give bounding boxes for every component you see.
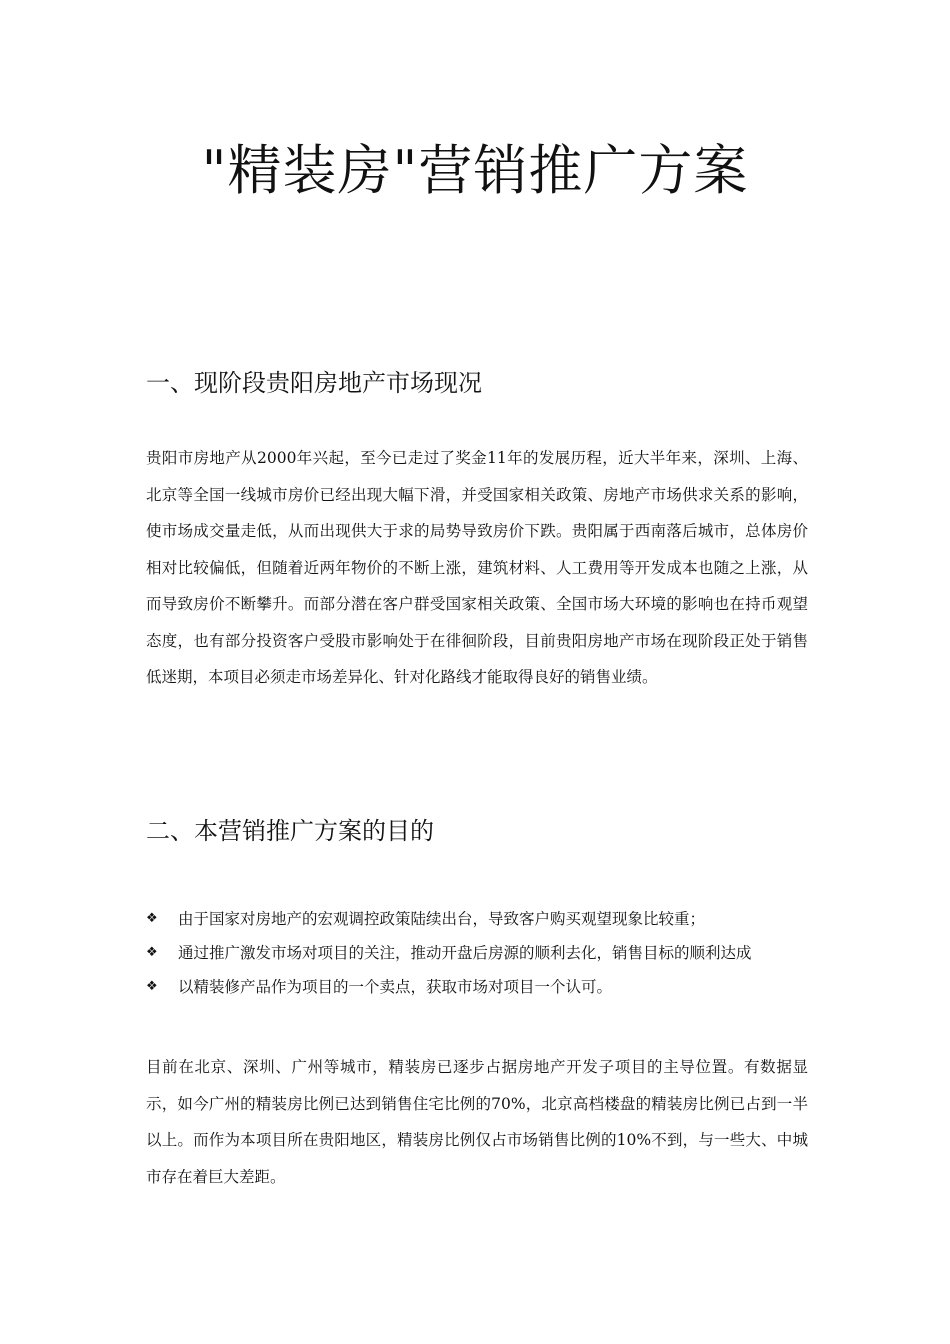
- section-1-paragraph: 贵阳市房地产从2000年兴起，至今已走过了奖金11年的发展历程，近大半年来，深圳、上海、北京等全国一线城市房价已经出现大幅下滑，并受国家相关政策、房地产市场供求关系的影响，使市场成交量走低，从而出现供大于求的局势导致房价下跌。贵阳属于西南落后城市，总体房价相对比较偏低，但随着近两年物价的不断上涨，建筑材料、人工费用等开发成本也随之上涨，从而导致房价不断攀升。而部分潜在客户群受国家相关政策、全国市场大环境的影响也在持币观望态度，也有部分投资客户受股市影响处于在徘徊阶段，目前贵阳房地产市场在现阶段正处于销售低迷期，本项目必须走市场差异化、针对化路线才能取得良好的销售业绩。: [146, 449, 808, 686]
- goals-bullet-list: [146, 901, 826, 1003]
- section-2-paragraph: 目前在北京、深圳、广州等城市，精装房已逐步占据房地产开发子项目的主导位置。有数据显示，如今广州的精装房比例已达到销售住宅比例的70%，北京高档楼盘的精装房比例已占到一半以上。而作为本项目所在贵阳地区，精装房比例仅占市场销售比例的10%不到，与一些大、中城市存在着巨大差距。: [146, 1058, 808, 1186]
- list-item: [146, 901, 826, 935]
- bullet-text: 由于国家对房地产的宏观调控政策陆续出台，导致客户购买观望现象比较重；: [178, 910, 706, 928]
- bullet-text: 通过推广激发市场对项目的关注，推动开盘后房源的顺利去化，销售目标的顺利达成: [178, 944, 752, 962]
- section-heading-1: 一、现阶段贵阳房地产市场现况: [146, 369, 482, 397]
- section-heading-2: 二、本营销推广方案的目的: [146, 817, 434, 845]
- diamond-bullet-icon: ❖: [146, 978, 158, 994]
- diamond-bullet-icon: ❖: [146, 944, 158, 960]
- document-title: "精装房"营销推广方案: [201, 139, 749, 202]
- list-item: [146, 935, 826, 969]
- list-item: [146, 969, 826, 1003]
- bullet-text: 以精装修产品作为项目的一个卖点，获取市场对项目一个认可。: [178, 978, 613, 996]
- diamond-bullet-icon: ❖: [146, 910, 158, 926]
